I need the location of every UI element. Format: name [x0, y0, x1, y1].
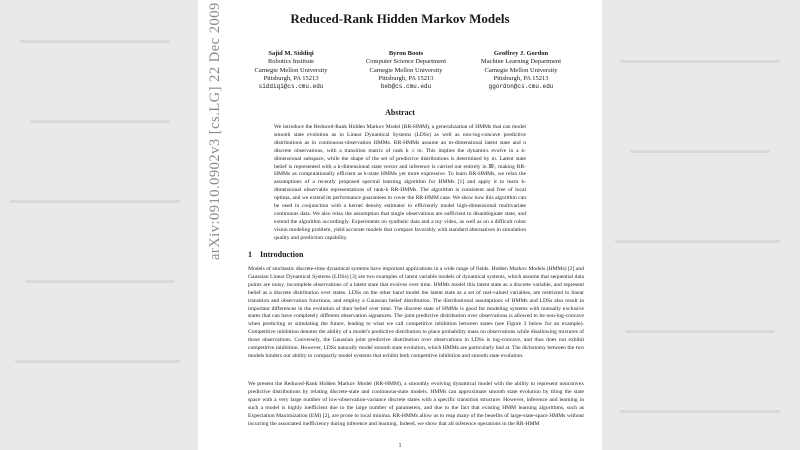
section-number: 1 [248, 250, 252, 259]
author-name: Geoffrey J. Gordon [493, 50, 549, 57]
background-right [600, 0, 800, 450]
abstract-text: We introduce the Reduced-Rank Hidden Markov Model (RR-HMM), a generalization of HMMs that can model smooth state evolution as in Linear Dynamical Systems (LDSs) as well as non-log-concave predictive distributions as in continuous-observation HMMs. RR-HMMs assume an m-dimensional latent state and n discrete observations, with a transition matrix of rank k ≤ m. This implies the dynamics evolve in a k-dimensional subspace, while the shape of the set of predictive distributions is determined by m. Latent state belief is represented with a k-dimensional state vector and inference is carried out entirely in ℝᵏ, making RR-HMMs as computationally efficient as k-state HMMs yet more expressive. To learn RR-HMMs, we relax the assumptions of a recently proposed spectral learning algorithm for HMMs [1] and apply it to learn k-dimensional observable representations of rank-k RR-HMMs. The algorithm is consistent and free of local optima, and we extend its performance guarantees to cover the RR-HMM case. We show how this algorithm can be used in conjunction with a kernel density estimator to efficiently model high-dimensional multivariate continuous data. We also relax the assumption that single observations are sufficient to disambiguate state, and extend the algorithm accordingly. Experiments on synthetic data and a toy video, as well as on a difficult robot vision modeling problem, yield accurate models that compare favorably with standard alternatives in simulation quality and prediction capability. [274, 124, 526, 241]
author-location: Pittsburgh, PA 15213 [263, 74, 319, 82]
author-dept: Robotics Institute [267, 58, 315, 66]
author-affiliation: Carnegie Mellon University [369, 66, 443, 74]
author-location: Pittsburgh, PA 15213 [378, 74, 434, 82]
intro-paragraph-1: Models of stochastic discrete-time dynamical systems have important applications in a wide range of fields. Hidden Markov Models (HMMs) [2] and Gaussian Linear Dynamical Systems (LDSs) [3] are two examples of latent variable models of dynamical systems, which assume that sequential data points are noisy, incomplete observations of a latent state that evolves over time. HMMs model this latent state as a discrete variable, and represent belief as a discrete distribution over states. LDSs on the other hand model the latent state as a set of real-valued variables, are restricted to linear transition and observation functions, and employ a Gaussian belief distribution. The distributional assumptions of HMMs and LDSs also result in important differences in the evolution of their belief over time. The discrete state of HMMs is good for modeling systems with mutually exclusive states that can have completely different observation signatures. The joint predictive distribution over observations is allowed to be non-log-concave when predicting or simulating the future, leading to what we call competitive inhibition between states (see Figure 3 below for an example). Competitive inhibition denotes the ability of a model's predictive distribution to place probability mass on observations while disallowing mixtures of those observations. Conversely, the Gaussian joint predictive distribution over observations in LDSs is log-concave, and thus does not exhibit competitive inhibition. However, LDSs naturally model smooth state evolution, which HMMs are particularly bad at. The dichotomy between the two models hinders our ability to compactly model systems that exhibit both competitive inhibition and smooth state evolution. [248, 266, 585, 359]
abstract-heading: Abstract [385, 108, 415, 117]
background-left [0, 0, 200, 450]
author-1 [236, 50, 346, 91]
author-email[interactable]: siddiqi@cs.cmu.edu [258, 83, 324, 91]
section-heading [248, 250, 311, 259]
paper-page [198, 0, 602, 450]
section-title: Introduction [260, 250, 304, 259]
author-dept: Machine Learning Department [480, 58, 562, 66]
author-dept: Computer Science Department [365, 58, 447, 66]
author-block [236, 50, 576, 91]
author-location: Pittsburgh, PA 15213 [493, 74, 549, 82]
author-name: Sajid M. Siddiqi [268, 50, 314, 57]
intro-paragraph-2: We present the Reduced-Rank Hidden Markov Model (RR-HMM), a smoothly evolving dynamical model with the ability to represent nonconvex predictive distributions by relating discrete-state and continuous-state models. HMMs can approximate smooth state evolution by tiling the state space with a very large number of low-observation-variance discrete states with a specific transition structure. However, inference and learning in such a model is highly inefficient due to the large number of parameters, and due to the fact that existing HMM learning algorithms, such as Expectation Maximization (EM) [2], are prone to local minima. RR-HMMs allow us to reap many of the benefits of large-state-space HMMs without incurring the associated inefficiency during inference and learning. Indeed, we show that all inference operations in the RR-HMM [248, 381, 584, 427]
author-email[interactable]: beb@cs.cmu.edu [380, 83, 432, 91]
page-number: 1 [398, 443, 402, 449]
author-affiliation: Carnegie Mellon University [484, 66, 558, 74]
author-affiliation: Carnegie Mellon University [254, 66, 328, 74]
paper-title: Reduced-Rank Hidden Markov Models [290, 11, 510, 26]
author-2 [351, 50, 461, 91]
author-name: Byron Boots [388, 50, 424, 57]
arxiv-stamp: arXiv:0910.0902v3 [cs.LG] 22 Dec 2009 [207, 2, 223, 260]
author-3 [466, 50, 576, 91]
author-email[interactable]: ggordon@cs.cmu.edu [488, 83, 554, 91]
